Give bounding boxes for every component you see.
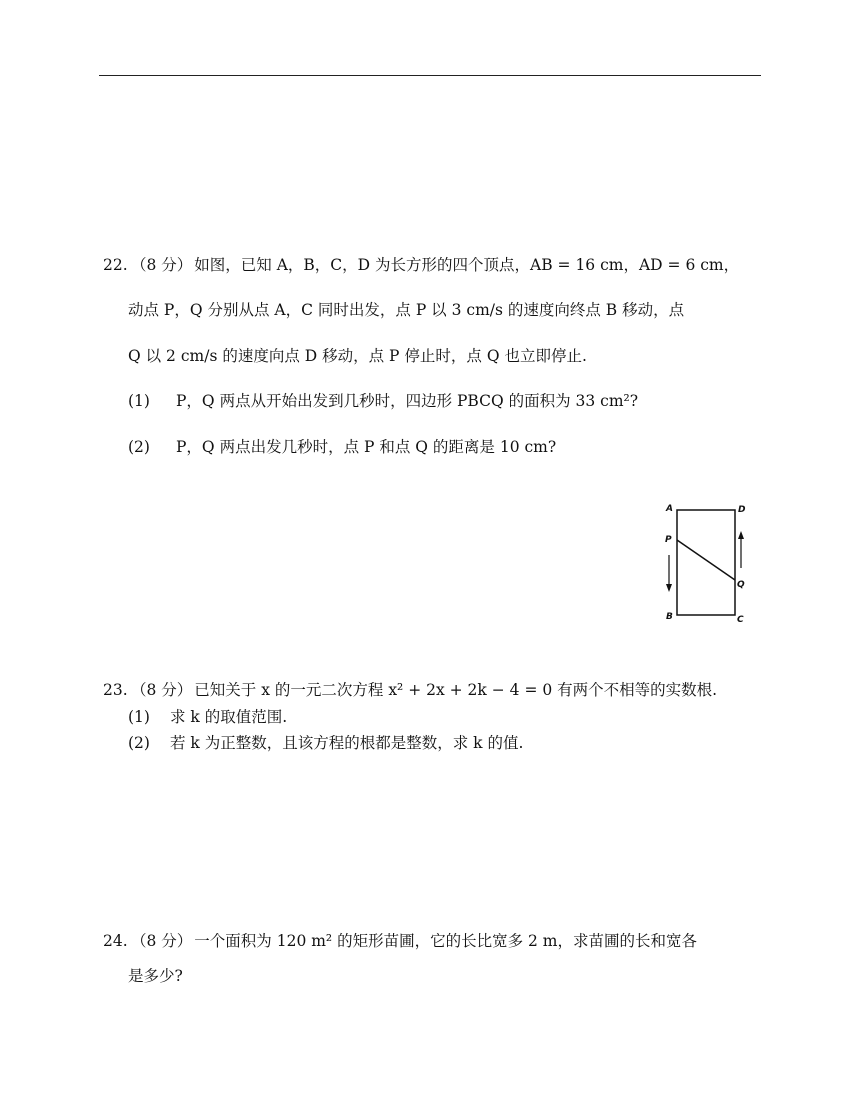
arrow-down-head-icon — [666, 584, 672, 592]
q22-subquestion-1 — [128, 391, 638, 411]
label-a: A — [666, 504, 673, 514]
q23-subquestion-2 — [128, 733, 523, 753]
q22-line3: Q 以 2 cm/s 的速度向点 D 移动，点 P 停止时，点 Q 也立即停止. — [128, 347, 587, 365]
q23-sub2-label: (2) — [128, 734, 150, 752]
header-rule — [99, 75, 761, 76]
label-b: B — [666, 612, 673, 622]
q23-subquestion-1 — [128, 707, 287, 727]
q22-sub2-label: (2) — [128, 438, 150, 456]
q24-line1 — [103, 931, 697, 951]
q24-number: 24. — [103, 932, 128, 950]
label-d: D — [738, 505, 746, 515]
q23-number: 23. — [103, 681, 128, 699]
q24-score: （8 分） — [131, 932, 193, 950]
q22-text-1: 如图，已知 A，B，C，D 为长方形的四个顶点，AB = 16 cm，AD = 6 cm， — [194, 256, 740, 274]
q22-line1 — [103, 255, 739, 275]
q24-text-1: 一个面积为 120 m² 的矩形苗圃，它的长比宽多 2 m，求苗圃的长和宽各 — [194, 932, 697, 950]
q22-score: （8 分） — [131, 256, 193, 274]
q23-sub2-text: 若 k 为正整数，且该方程的根都是整数，求 k 的值. — [170, 734, 524, 752]
q22-sub1-label: (1) — [128, 392, 150, 410]
q22-subquestion-2 — [128, 437, 556, 457]
q23-score: （8 分） — [131, 681, 193, 699]
q22-number: 22. — [103, 256, 128, 274]
segment-pq — [677, 540, 735, 580]
label-q: Q — [737, 580, 745, 590]
label-p: P — [665, 535, 672, 545]
q23-sub1-label: (1) — [128, 708, 150, 726]
q22-sub2-text: P，Q 两点出发几秒时，点 P 和点 Q 的距离是 10 cm? — [176, 438, 557, 456]
rectangle-figure — [660, 500, 760, 630]
q24-line2: 是多少? — [128, 967, 183, 985]
label-c: C — [737, 615, 744, 625]
q23-sub1-text: 求 k 的取值范围. — [170, 708, 288, 726]
q23-text-1: 已知关于 x 的一元二次方程 x² + 2x + 2k − 4 = 0 有两个不相等的实数根. — [194, 681, 718, 699]
q22-sub1-text: P，Q 两点从开始出发到几秒时，四边形 PBCQ 的面积为 33 cm²? — [176, 392, 639, 410]
rectangle-abcd — [677, 510, 735, 615]
q22-line2: 动点 P，Q 分别从点 A，C 同时出发，点 P 以 3 cm/s 的速度向终点 B 移动，点 — [128, 301, 685, 319]
q23-line1 — [103, 680, 717, 700]
arrow-up-head-icon — [738, 531, 744, 539]
